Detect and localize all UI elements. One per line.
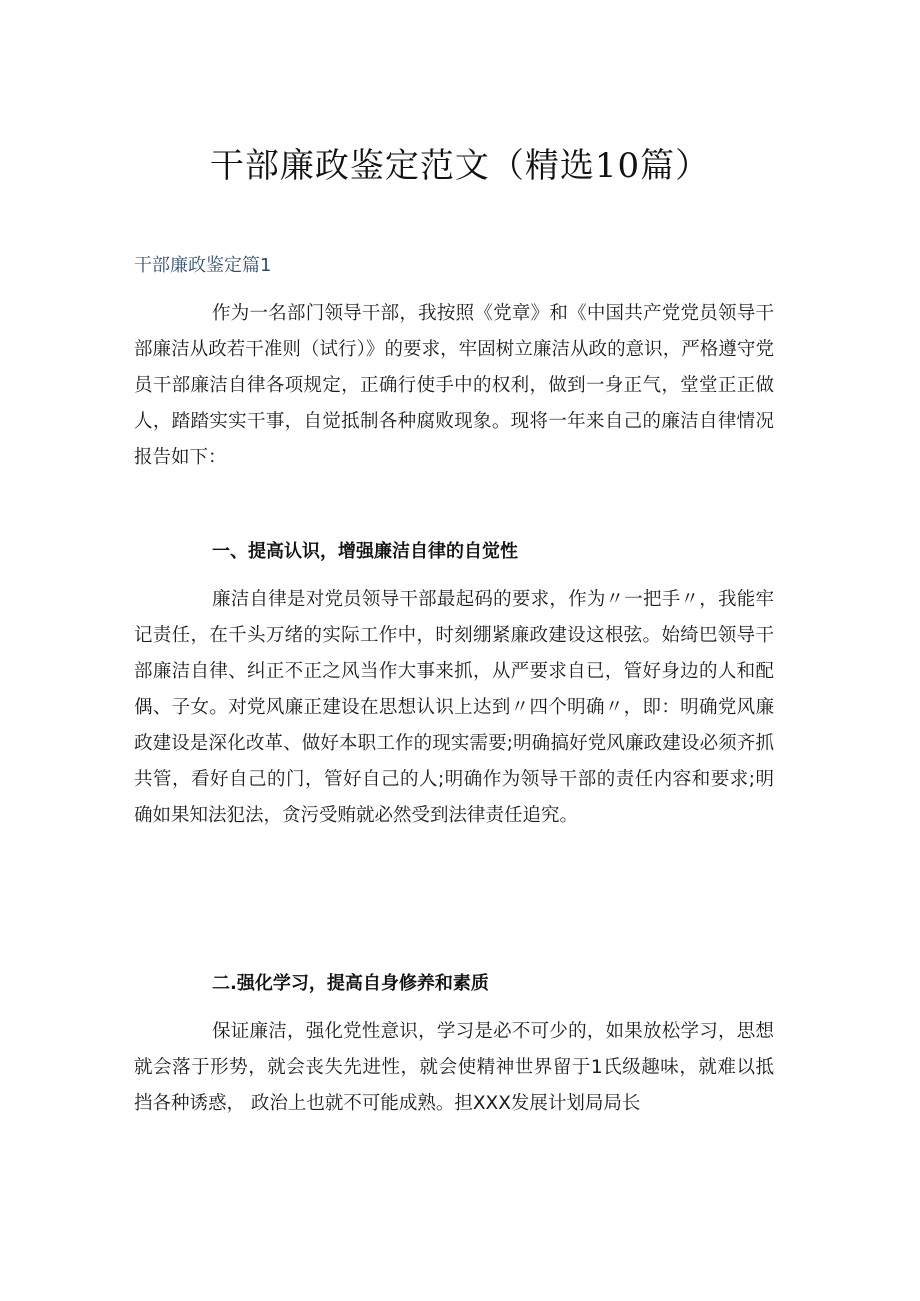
paragraph-1: 作为一名部门领导干部，我按照《党章》和《中国共产党党员领导干部廉洁从政若干准则（试行）》的要求，牢固树立廉洁从政的意识，严格遵守党员干部廉洁自律各项规定，正确行使手中的权利，做到一身正气，堂堂正正做人，踏踏实实干事，自觉抵制各种腐败现象。现将一年来自己的廉洁自律情况报告如下： [134, 303, 774, 468]
subheading-2: 二.强化学习，提高自身修养和素质 [212, 973, 489, 994]
document-title: 干部廉政鉴定范文（精选10篇） [209, 146, 711, 186]
paragraph-3: 保证廉洁，强化党性意识，学习是必不可少的，如果放松学习，思想就会落于形势，就会丧失先进性，就会使精神世界留于1氏级趣味，就难以抵挡各种诱惑， 政治上也就不可能成熟。担XXX发展计划局局长 [134, 1021, 774, 1114]
section-heading: 干部廉政鉴定篇1 [134, 255, 272, 276]
subheading-1: 一、提高认识，增强廉洁自律的自觉性 [212, 541, 518, 562]
paragraph-2: 廉洁自律是对党员领导干部最起码的要求，作为〃一把手〃，我能牢记责任，在千头万绪的实际工作中，时刻绷紧廉政建设这根弦。始绮巴领导干部廉洁自律、纠正不正之风当作大事来抓，从严要求自已，管好身边的人和配偶、子女。对党风廉正建设在思想认识上达到〃四个明确〃，即：明确党风廉政建设是深化改革、做好本职工作的现实需要;明确搞好党风廉政建设必须齐抓共管，看好自己的门，管好自己的人;明确作为领导干部的责任内容和要求;明确如果知法犯法，贪污受贿就必然受到法律责任追究。 [134, 589, 774, 826]
